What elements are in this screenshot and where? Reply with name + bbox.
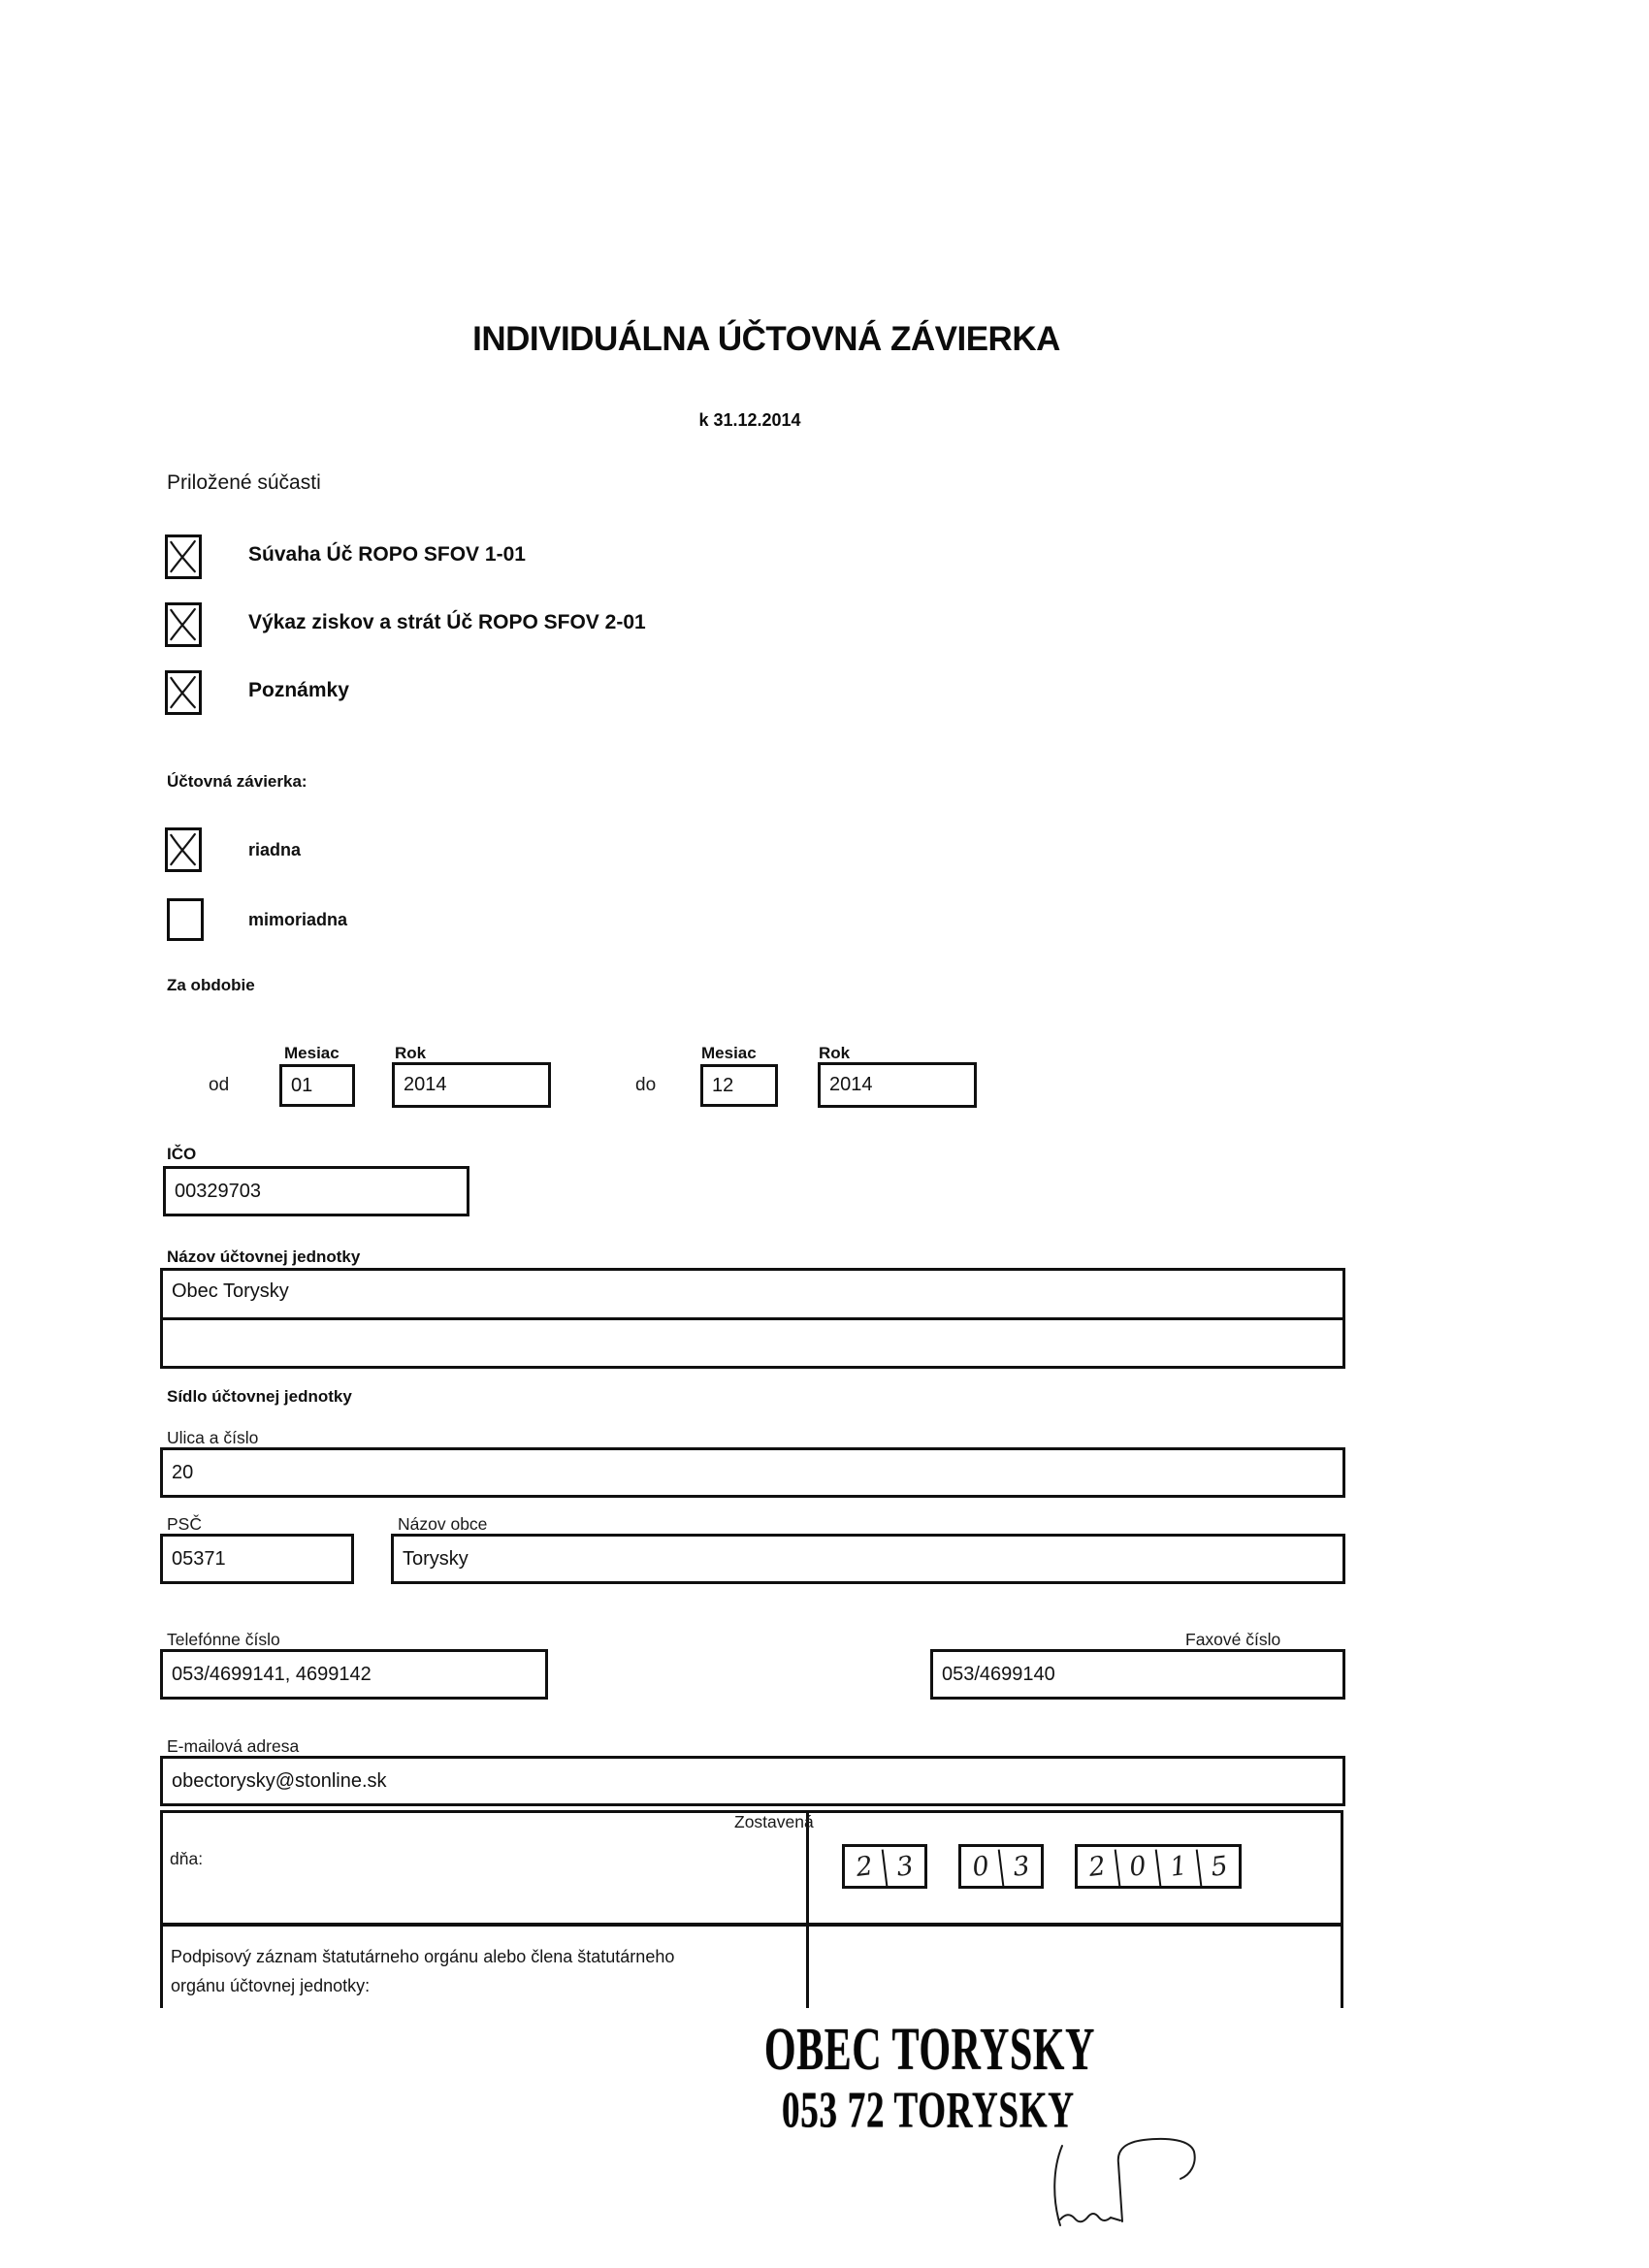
period-from-month-label: Mesiac — [284, 1044, 340, 1062]
checkbox-suvaha[interactable] — [165, 535, 202, 579]
street-field[interactable]: 20 — [160, 1447, 1345, 1498]
date-label: dňa: — [170, 1849, 204, 1868]
closing-type-heading: Účtovná závierka: — [167, 772, 307, 791]
checkbox-x-icon — [168, 830, 199, 869]
period-from-year-field[interactable]: 2014 — [392, 1062, 551, 1108]
statement-label: Podpisový záznam štatutárneho orgánu alebo člena štatutárneho orgánu účtovnej jednotky: — [171, 1947, 675, 1995]
date-digit-cell[interactable]: 1 — [1155, 1845, 1201, 1889]
checkbox-riadna[interactable] — [165, 827, 202, 872]
phone-field[interactable]: 053/4699141, 4699142 — [160, 1649, 548, 1700]
attachments-heading: Priložené súčasti — [167, 471, 321, 494]
town-field[interactable]: Torysky — [391, 1534, 1345, 1584]
checkbox-vykaz[interactable] — [165, 602, 202, 647]
period-from-month-field[interactable]: 01 — [279, 1064, 355, 1107]
option-label-riadna: riadna — [248, 840, 302, 859]
signature-table-left-border — [160, 1810, 163, 2008]
entity-name-field[interactable]: Obec Torysky — [160, 1268, 1345, 1369]
checkbox-x-icon — [168, 673, 199, 712]
date-digit-cell[interactable]: 3 — [998, 1845, 1044, 1889]
period-to-label: do — [635, 1075, 657, 1095]
attachment-label-suvaha: Súvaha Úč ROPO SFOV 1-01 — [248, 543, 526, 566]
period-to-year-label: Rok — [819, 1044, 851, 1062]
checkbox-x-icon — [168, 537, 199, 576]
fax-field[interactable]: 053/4699140 — [930, 1649, 1345, 1700]
period-from-year-label: Rok — [395, 1044, 427, 1062]
date-digit-cell[interactable]: 2 — [854, 1850, 875, 1883]
email-label: E-mailová adresa — [167, 1736, 300, 1756]
page-subtitle: k 31.12.2014 — [698, 410, 801, 430]
period-to-year-field[interactable]: 2014 — [818, 1062, 977, 1108]
attachment-label-poznamky: Poznámky — [248, 679, 349, 701]
fax-label: Faxové číslo — [1185, 1630, 1281, 1649]
email-field[interactable]: obectorysky@stonline.sk — [160, 1756, 1345, 1806]
stamp-line1: OBEC TORYSKY — [764, 2015, 1095, 2084]
date-digit-cell[interactable]: 0 — [1115, 1845, 1160, 1889]
ico-label: IČO — [167, 1145, 197, 1163]
period-to-month-label: Mesiac — [701, 1044, 757, 1062]
entity-name-label: Názov účtovnej jednotky — [167, 1247, 361, 1266]
date-digit-cell[interactable]: 0 — [970, 1850, 991, 1883]
period-from-label: od — [209, 1075, 230, 1095]
stamp-line2: 053 72 TORYSKY — [782, 2081, 1075, 2138]
address-heading: Sídlo účtovnej jednotky — [167, 1387, 352, 1406]
date-digit-cell[interactable]: 3 — [882, 1845, 927, 1889]
entity-name-field-divider — [160, 1317, 1345, 1320]
date-year-field[interactable] — [1075, 1844, 1242, 1889]
date-month-field[interactable] — [958, 1844, 1044, 1889]
date-day-field[interactable] — [842, 1844, 927, 1889]
street-label: Ulica a číslo — [167, 1428, 259, 1447]
town-label: Názov obce — [398, 1514, 488, 1534]
checkbox-x-icon — [168, 605, 199, 644]
ico-field[interactable]: 00329703 — [163, 1166, 469, 1216]
checkbox-mimoriadna[interactable] — [167, 898, 204, 941]
attachment-label-vykaz: Výkaz ziskov a strát Úč ROPO SFOV 2-01 — [248, 611, 646, 633]
period-to-month-field[interactable]: 12 — [700, 1064, 778, 1107]
signature-table-row-divider — [160, 1923, 1343, 1927]
date-digit-cell[interactable]: 2 — [1086, 1850, 1108, 1883]
date-digit-cell[interactable]: 5 — [1196, 1845, 1242, 1889]
phone-label: Telefónne číslo — [167, 1630, 280, 1649]
page-title: INDIVIDUÁLNA ÚČTOVNÁ ZÁVIERKA — [472, 320, 1060, 358]
signature — [1043, 2130, 1217, 2232]
compiled-label: Zostavená — [734, 1812, 814, 1831]
signature-table-right-border — [1341, 1810, 1343, 2008]
period-heading: Za obdobie — [167, 976, 255, 994]
zip-label: PSČ — [167, 1514, 202, 1534]
signature-table-column-divider — [806, 1810, 809, 2008]
zip-field[interactable]: 05371 — [160, 1534, 354, 1584]
option-label-mimoriadna: mimoriadna — [248, 910, 348, 929]
checkbox-poznamky[interactable] — [165, 670, 202, 715]
